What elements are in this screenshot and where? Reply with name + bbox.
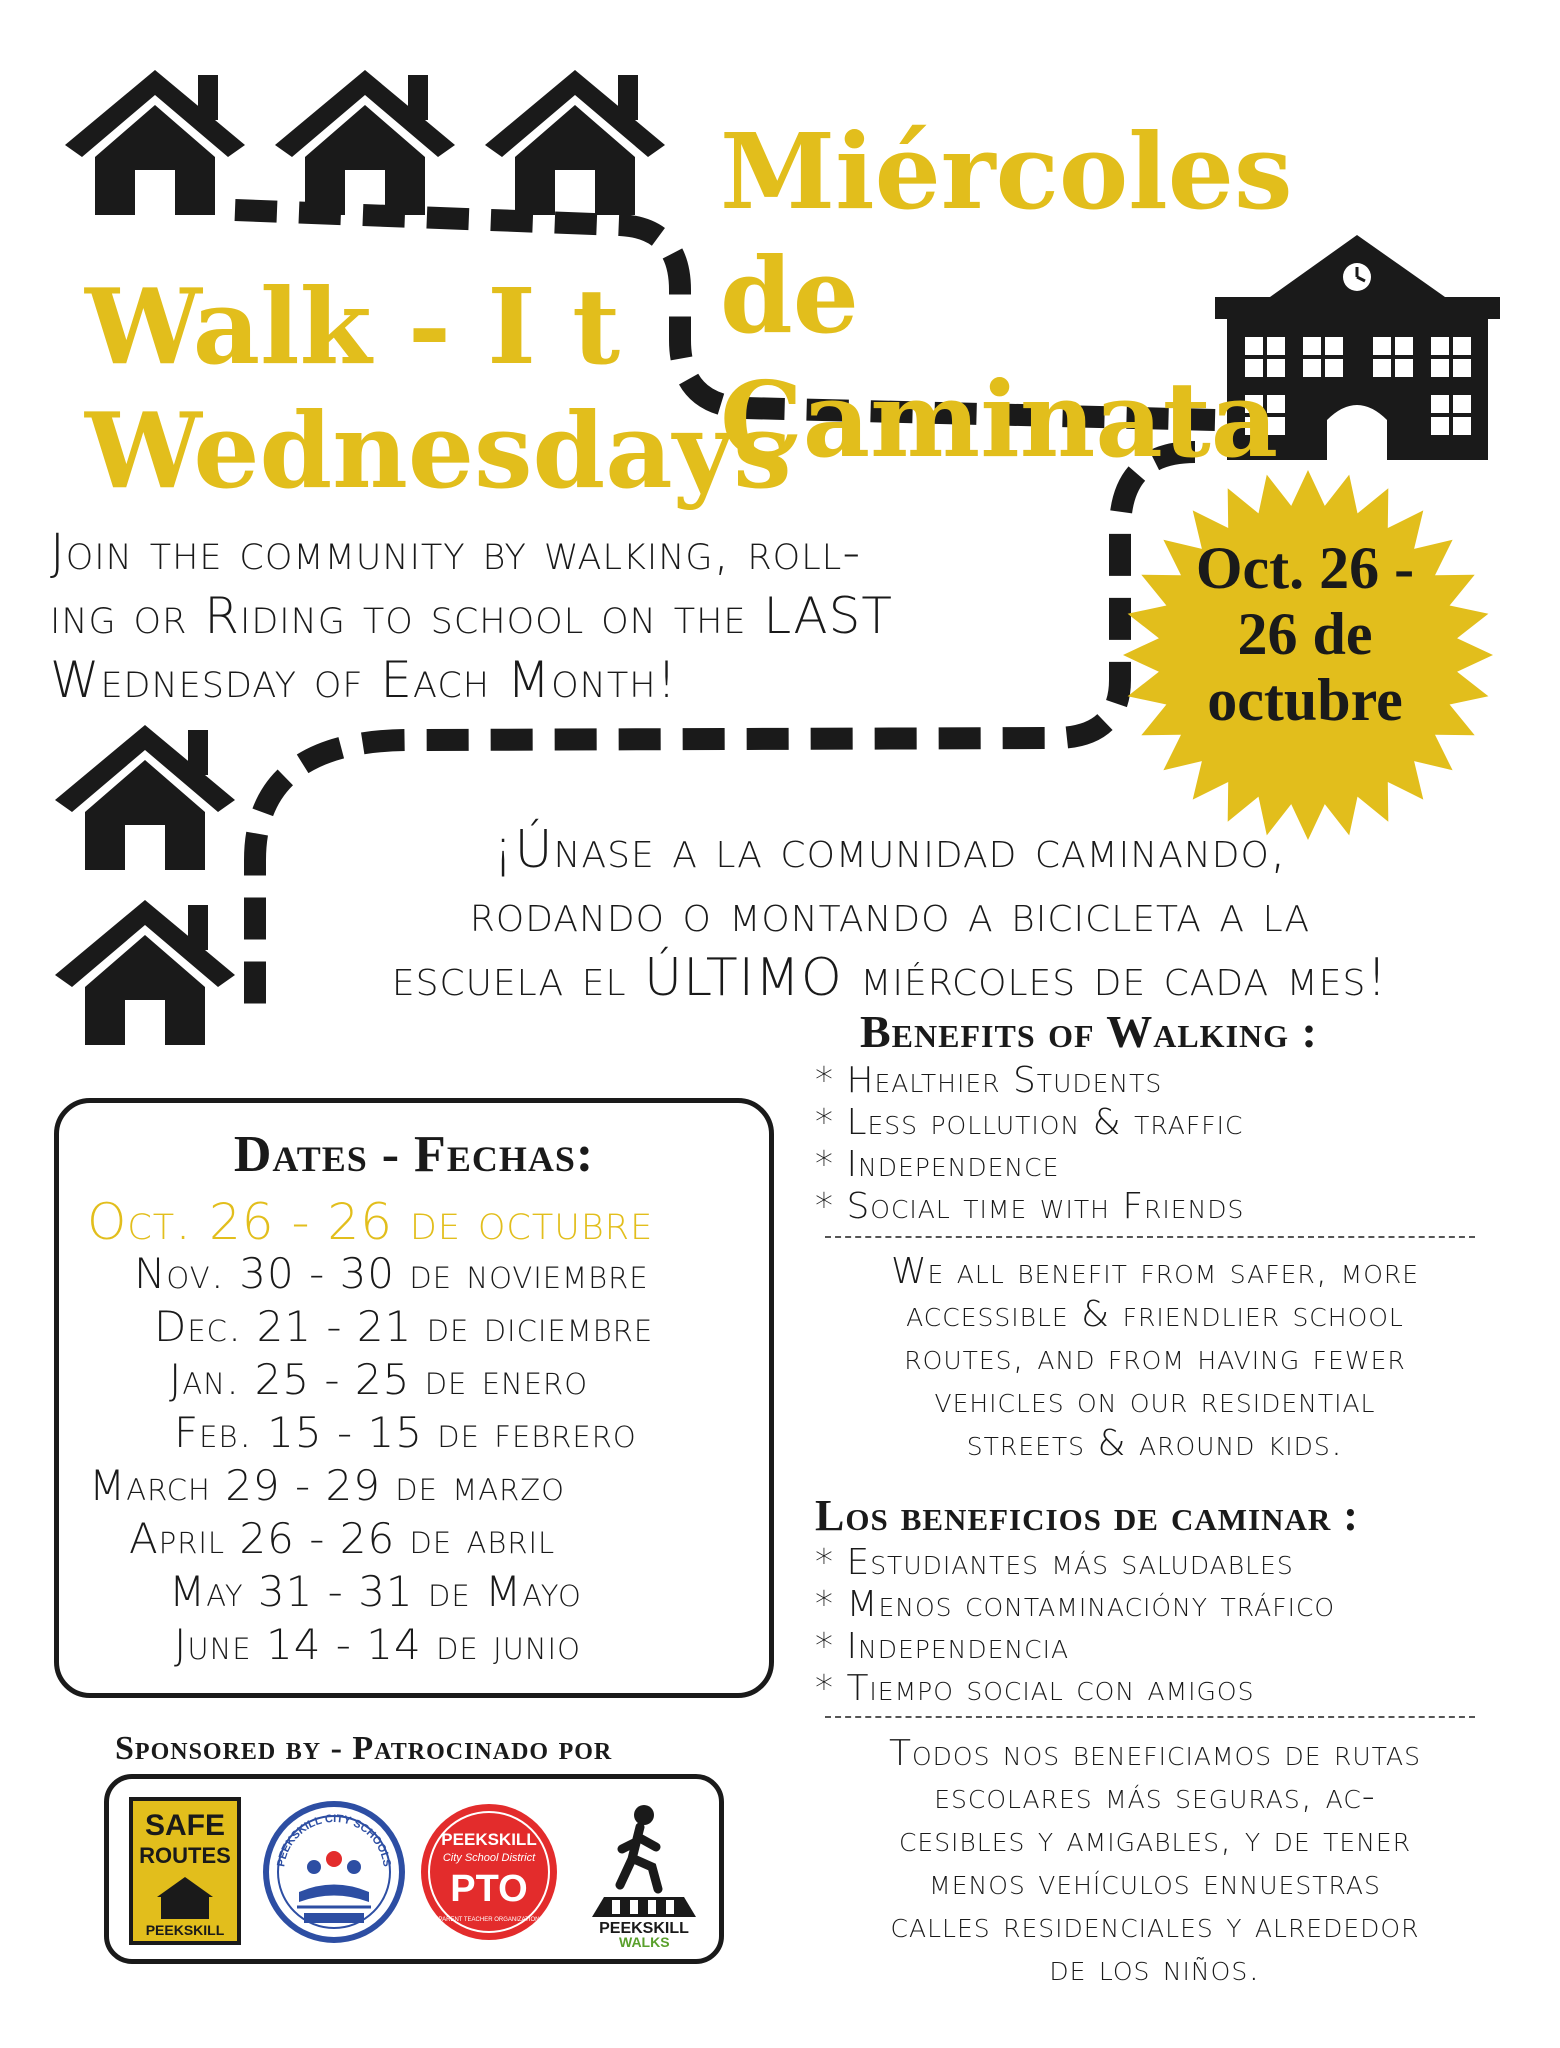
intro-english [50, 520, 1100, 712]
intro-spanish [240, 818, 1540, 1010]
dates-box [54, 1098, 774, 1698]
title-spanish-line1: Miércoles de [720, 110, 1293, 357]
title-english [85, 265, 792, 513]
pto-bottom: PARENT TEACHER ORGANIZATION [438, 1917, 540, 1923]
safe-routes-line3: PEEKSKILL [145, 1922, 225, 1938]
intro-english-line3: Wednesday of Each Month! [50, 651, 678, 709]
benefit-item: * Social time with Friends [815, 1186, 1245, 1227]
benefit-item: * Estudiantes más saludables [815, 1542, 1294, 1583]
paragraph-line: cesibles y amigables, y de tener [898, 1819, 1412, 1860]
house-icon [270, 65, 460, 215]
benefits-spanish-title: Los beneficios de caminar : [815, 1491, 1359, 1540]
sponsor-title: Sponsored by - Patrocinado por [115, 1730, 613, 1767]
benefits-english-title: Benefits of Walking : [860, 1006, 1318, 1057]
dates-highlight: Oct. 26 - 26 de octubre [87, 1193, 654, 1251]
walks-line2: WALKS [619, 1934, 670, 1947]
divider [825, 1716, 1475, 1718]
paragraph-line: We all benefit from safer, more [890, 1251, 1420, 1292]
paragraph-line: escolares más seguras, ac- [934, 1776, 1376, 1817]
title-spanish [720, 110, 1360, 482]
starburst-line3: octubre [1207, 667, 1403, 733]
title-english-line2: Wednesdays [85, 389, 792, 512]
divider [825, 1236, 1475, 1238]
safe-routes-line2: ROUTES [139, 1843, 231, 1868]
paragraph-line: calles residenciales y alrededor [890, 1905, 1420, 1946]
benefit-item: * Independencia [815, 1626, 1070, 1667]
pto-logo [414, 1797, 564, 1947]
paragraph-line: vehicles on our residential [934, 1380, 1376, 1421]
starburst-line2: 26 de [1237, 601, 1373, 667]
safe-routes-logo [129, 1797, 241, 1945]
walking-person-icon [620, 1805, 658, 1889]
house-icon [480, 65, 670, 215]
house-icon [60, 65, 250, 215]
dates-title: Dates - Fechas: [233, 1126, 595, 1183]
paragraph-line: Todos nos beneficiamos de rutas [889, 1733, 1421, 1774]
paragraph-line: accessible & friendlier school [906, 1294, 1404, 1335]
benefit-item: * Healthier Students [815, 1060, 1163, 1101]
paragraph-line: de los niños. [1049, 1948, 1261, 1989]
house-icon [50, 720, 240, 870]
date-item: Nov. 30 - 30 de noviembre [134, 1249, 649, 1298]
date-item: May 31 - 31 de Mayo [169, 1567, 582, 1616]
pto-top: PEEKSKILL [441, 1830, 537, 1849]
schools-name: PEEKSKILL CITY SCHOOLS [275, 1812, 393, 1868]
sponsor-box [104, 1774, 724, 1964]
peekskill-city-schools-logo [259, 1797, 409, 1947]
intro-spanish-line3: escuela el ÚLTIMO miércoles de cada mes! [391, 948, 1389, 1008]
benefit-item: * Independence [815, 1144, 1060, 1185]
paragraph-line: menos vehículos ennuestras [929, 1862, 1381, 1903]
intro-spanish-line2: rodando o montando a bicicleta a la [469, 884, 1311, 944]
pto-main: PTO [450, 1868, 528, 1910]
starburst-date [1140, 535, 1470, 733]
benefit-item: * Less pollution & traffic [815, 1102, 1244, 1143]
date-item: March 29 - 29 de marzo [89, 1461, 565, 1510]
benefit-item: * Menos contaminacióny tráfico [815, 1584, 1336, 1625]
starburst-line1: Oct. 26 - [1195, 535, 1415, 601]
date-item: April 26 - 26 de abril [129, 1514, 556, 1563]
peekskill-walks-logo [574, 1797, 714, 1947]
intro-english-line1: Join the community by walking, roll- [50, 523, 862, 581]
benefits-spanish-paragraph [800, 1732, 1510, 1990]
date-item: Feb. 15 - 15 de febrero [174, 1408, 637, 1457]
title-spanish-line2: Caminata [720, 358, 1279, 481]
pto-sub: City School District [442, 1852, 536, 1864]
paragraph-line: streets & around kids. [966, 1423, 1344, 1464]
date-item: June 14 - 14 de junio [174, 1620, 581, 1669]
date-item: Jan. 25 - 25 de enero [169, 1355, 589, 1404]
intro-spanish-line1: ¡Únase a la comunidad caminando, [492, 820, 1288, 880]
intro-english-line2: ing or Riding to school on the LAST [50, 587, 893, 645]
paragraph-line: routes, and from having fewer [904, 1337, 1406, 1378]
walks-line1: PEEKSKILL [599, 1920, 689, 1937]
benefits-english-paragraph [815, 1250, 1495, 1465]
benefit-item: * Tiempo social con amigos [815, 1668, 1255, 1709]
safe-routes-line1: SAFE [144, 1809, 226, 1842]
house-icon [50, 895, 240, 1045]
date-item: Dec. 21 - 21 de diciembre [154, 1302, 654, 1351]
title-english-line1: Walk - I t [85, 265, 621, 388]
